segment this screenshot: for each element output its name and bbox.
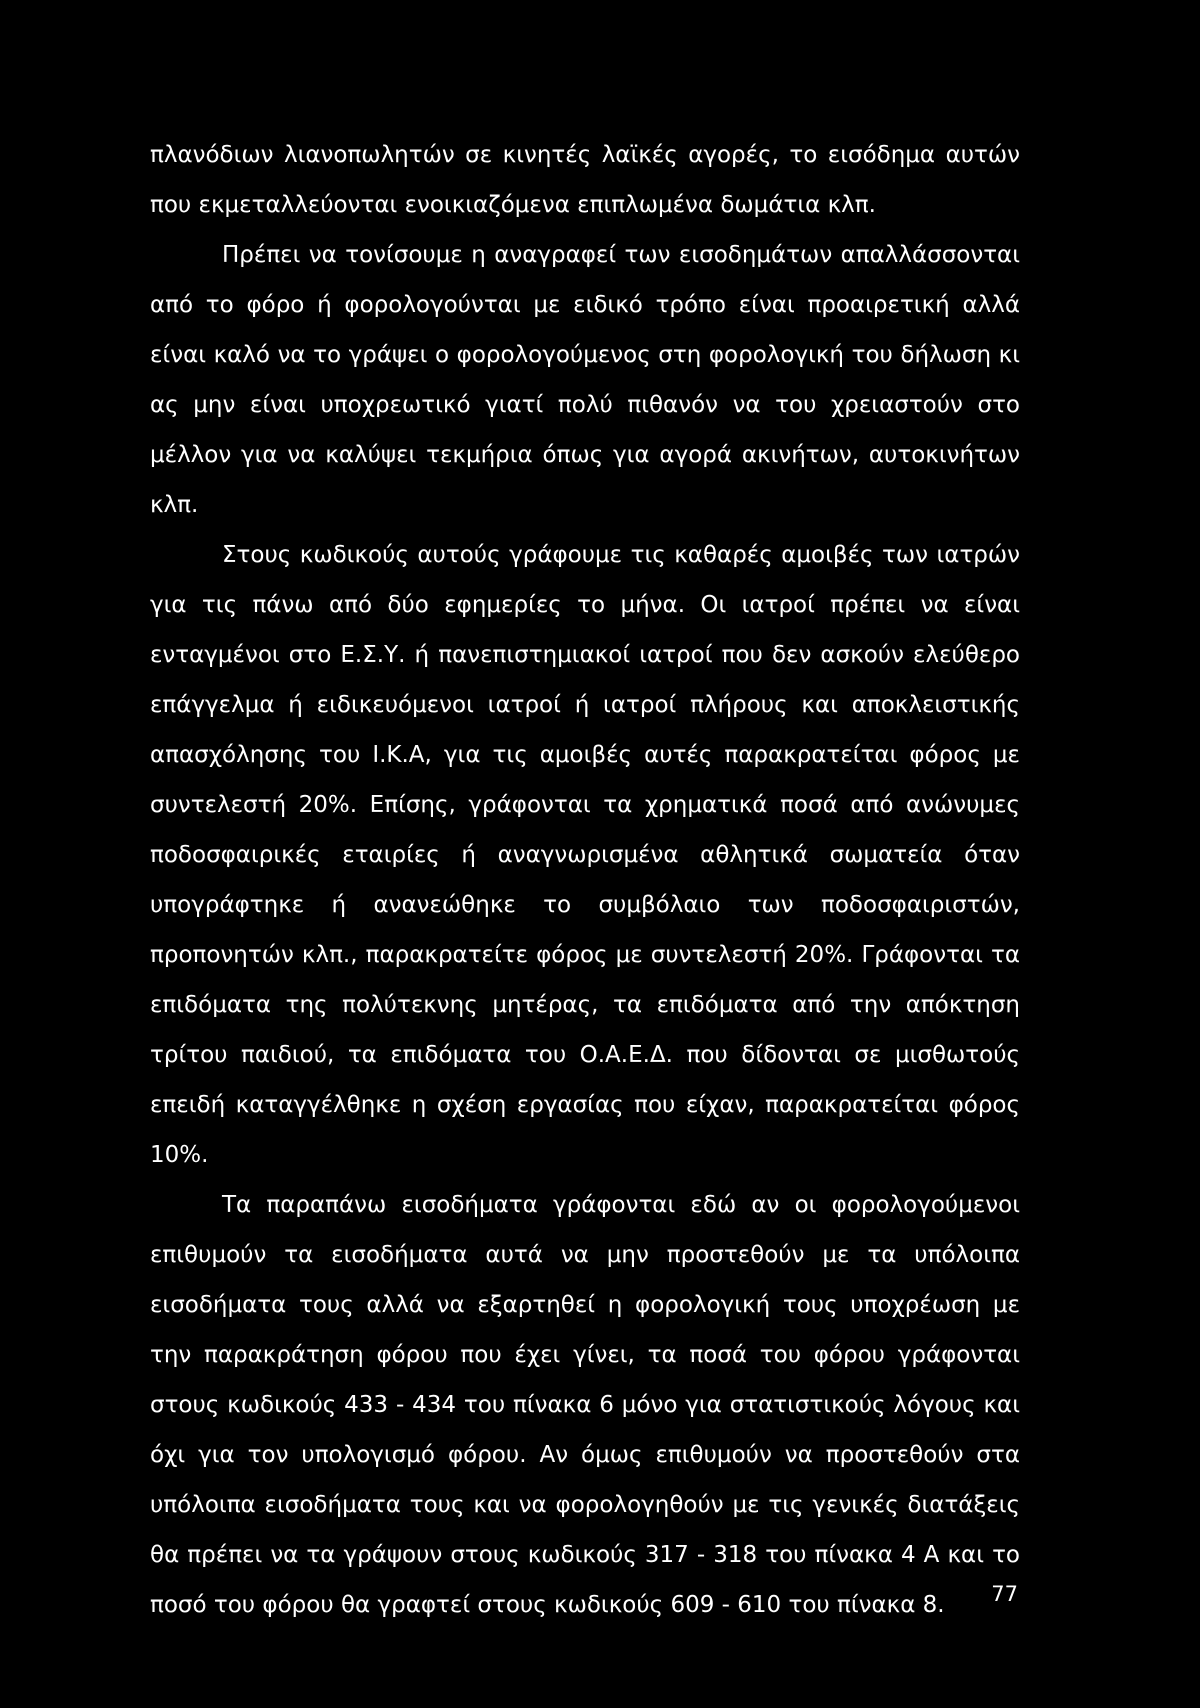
paragraph-doctors-fees: Στους κωδικούς αυτούς γράφουμε τις καθαρές αμοιβές των ιατρών για τις πάνω από δύο εφημερίες το μήνα. Οι ιατροί πρέπει να είναι ενταγμένοι στο Ε.Σ.Υ. ή πανεπιστημιακοί ιατροί που δεν ασκούν ελεύθερο επάγγελμα ή ειδικευόμενοι ιατροί ή ιατροί πλήρους και αποκλειστικής απασχόλησης του Ι.Κ.Α, για τις αμοιβές αυτές παρακρατείται φόρος με συντελεστή 20%. Επίσης, γράφονται τα χρηματικά ποσά από ανώνυμες ποδοσφαιρικές εταιρίες ή αναγνωρισμένα αθλητικά σωματεία όταν υπογράφτηκε ή ανανεώθηκε το συμβόλαιο των ποδοσφαιριστών, προπονητών κλπ., παρακρατείτε φόρος με συντελεστή 20%. Γράφονται τα επιδόματα της πολύτεκνης μητέρας, τα επιδόματα από την απόκτηση τρίτου παιδιού, τα επιδόματα του Ο.Α.Ε.Δ. που δίδονται σε μισθωτούς επειδή καταγγέλθηκε η σχέση εργασίας που είχαν, παρακρατείται φόρος 10%. <box>150 542 1020 1168</box>
body-text <box>150 130 1020 1630</box>
paragraph-continuation: πλανόδιων λιανοπωλητών σε κινητές λαϊκές αγορές, το εισόδημα αυτών που εκμεταλλεύονται ενοικιαζόμενα επιπλωμένα δωμάτια κλπ. <box>150 142 1020 218</box>
paragraph-optional-reporting: Πρέπει να τονίσουμε η αναγραφεί των εισοδημάτων απαλλάσσονται από το φόρο ή φορολογούνται με ειδικό τρόπο είναι προαιρετική αλλά είναι καλό να το γράψει ο φορολογούμενος στη φορολογική του δήλωση κι ας μην είναι υποχρεωτικό γιατί πολύ πιθανόν να του χρειαστούν στο μέλλον για να καλύψει τεκμήρια όπως για αγορά ακινήτων, αυτοκινήτων κλπ. <box>150 242 1020 518</box>
page-number: 77 <box>991 1582 1018 1606</box>
paragraph-tax-codes: Τα παραπάνω εισοδήματα γράφονται εδώ αν οι φορολογούμενοι επιθυμούν τα εισοδήματα αυτά να μην προστεθούν με τα υπόλοιπα εισοδήματα τους αλλά να εξαρτηθεί η φορολογική τους υποχρέωση με την παρακράτηση φόρου που έχει γίνει, τα ποσά του φόρου γράφονται στους κωδικούς 433 - 434 του πίνακα 6 μόνο για στατιστικούς λόγους και όχι για τον υπολογισμό φόρου. Αν όμως επιθυμούν να προστεθούν στα υπόλοιπα εισοδήματα τους και να φορολογηθούν με τις γενικές διατάξεις θα πρέπει να τα γράψουν στους κωδικούς 317 - 318 του πίνακα 4 Α και το ποσό του φόρου θα γραφτεί στους κωδικούς 609 - 610 του πίνακα 8. <box>150 1192 1020 1618</box>
